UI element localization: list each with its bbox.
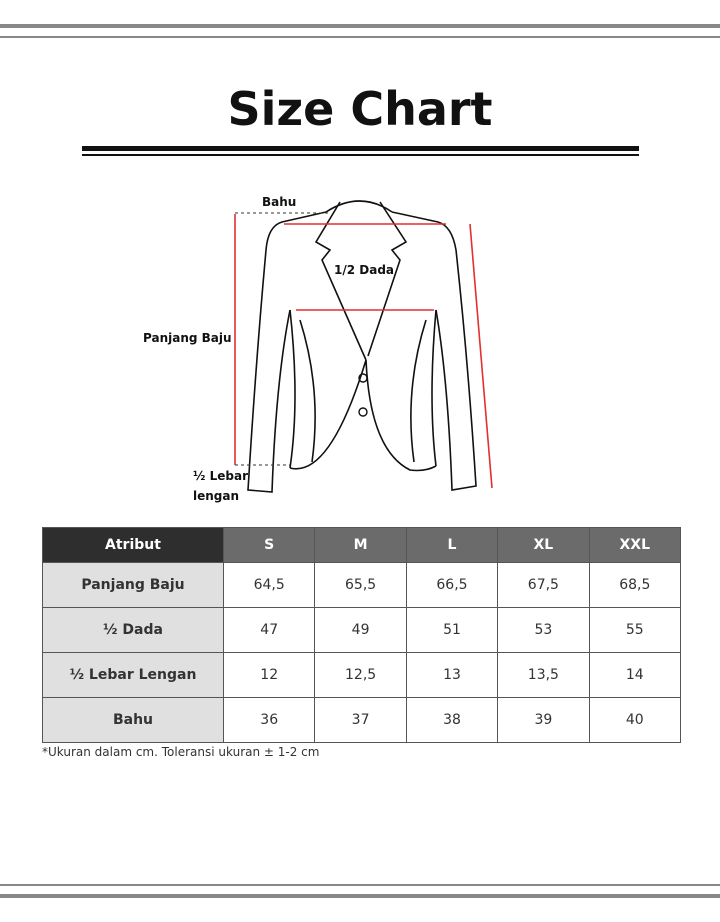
- top-border-thin: [0, 36, 720, 38]
- sleeve-label-line2: lengan: [193, 489, 240, 503]
- table-cell: 13,5: [498, 653, 589, 698]
- table-cell: 51: [406, 608, 497, 653]
- shoulder-label: Bahu: [262, 195, 297, 209]
- length-label: Panjang Baju: [143, 331, 232, 345]
- table-cell: 12: [224, 653, 315, 698]
- jacket-outline: [248, 201, 476, 492]
- title-rule-thick: [82, 146, 639, 151]
- top-border-thick: [0, 24, 720, 28]
- table-cell: 53: [498, 608, 589, 653]
- header-cell-xxl: XXL: [589, 528, 680, 563]
- table-cell: 12,5: [315, 653, 406, 698]
- chest-label: 1/2 Dada: [334, 263, 395, 277]
- header-cell-xl: XL: [498, 528, 589, 563]
- table-cell: 68,5: [589, 563, 680, 608]
- tolerance-note: *Ukuran dalam cm. Toleransi ukuran ± 1-2 cm: [42, 745, 320, 759]
- table-cell: 36: [224, 698, 315, 743]
- table-row: [43, 653, 681, 698]
- table-cell: 65,5: [315, 563, 406, 608]
- row-label: ½ Lebar Lengan: [43, 653, 224, 698]
- header-cell-l: L: [406, 528, 497, 563]
- row-label: ½ Dada: [43, 608, 224, 653]
- size-table: [42, 527, 681, 743]
- table-cell: 66,5: [406, 563, 497, 608]
- table-cell: 13: [406, 653, 497, 698]
- header-cell-attribute: Atribut: [43, 528, 224, 563]
- bottom-border-thin: [0, 884, 720, 886]
- table-cell: 14: [589, 653, 680, 698]
- table-row: [43, 698, 681, 743]
- table-cell: 55: [589, 608, 680, 653]
- table-cell: 38: [406, 698, 497, 743]
- table-header-row: [43, 528, 681, 563]
- table-cell: 49: [315, 608, 406, 653]
- header-cell-m: M: [315, 528, 406, 563]
- table-cell: 64,5: [224, 563, 315, 608]
- row-label: Bahu: [43, 698, 224, 743]
- page-title: Size Chart: [227, 82, 493, 136]
- jacket-illustration: [0, 180, 720, 510]
- jacket-diagram: [0, 180, 720, 510]
- bottom-border-thick: [0, 894, 720, 898]
- table-cell: 39: [498, 698, 589, 743]
- table-cell: 40: [589, 698, 680, 743]
- table-cell: 67,5: [498, 563, 589, 608]
- title-rule-thin: [82, 154, 639, 156]
- row-label: Panjang Baju: [43, 563, 224, 608]
- table-row: [43, 563, 681, 608]
- table-cell: 47: [224, 608, 315, 653]
- table-row: [43, 608, 681, 653]
- button-2-icon: [359, 408, 367, 416]
- sleeve-label-line1: ½ Lebar: [193, 469, 248, 483]
- header-cell-s: S: [224, 528, 315, 563]
- table-cell: 37: [315, 698, 406, 743]
